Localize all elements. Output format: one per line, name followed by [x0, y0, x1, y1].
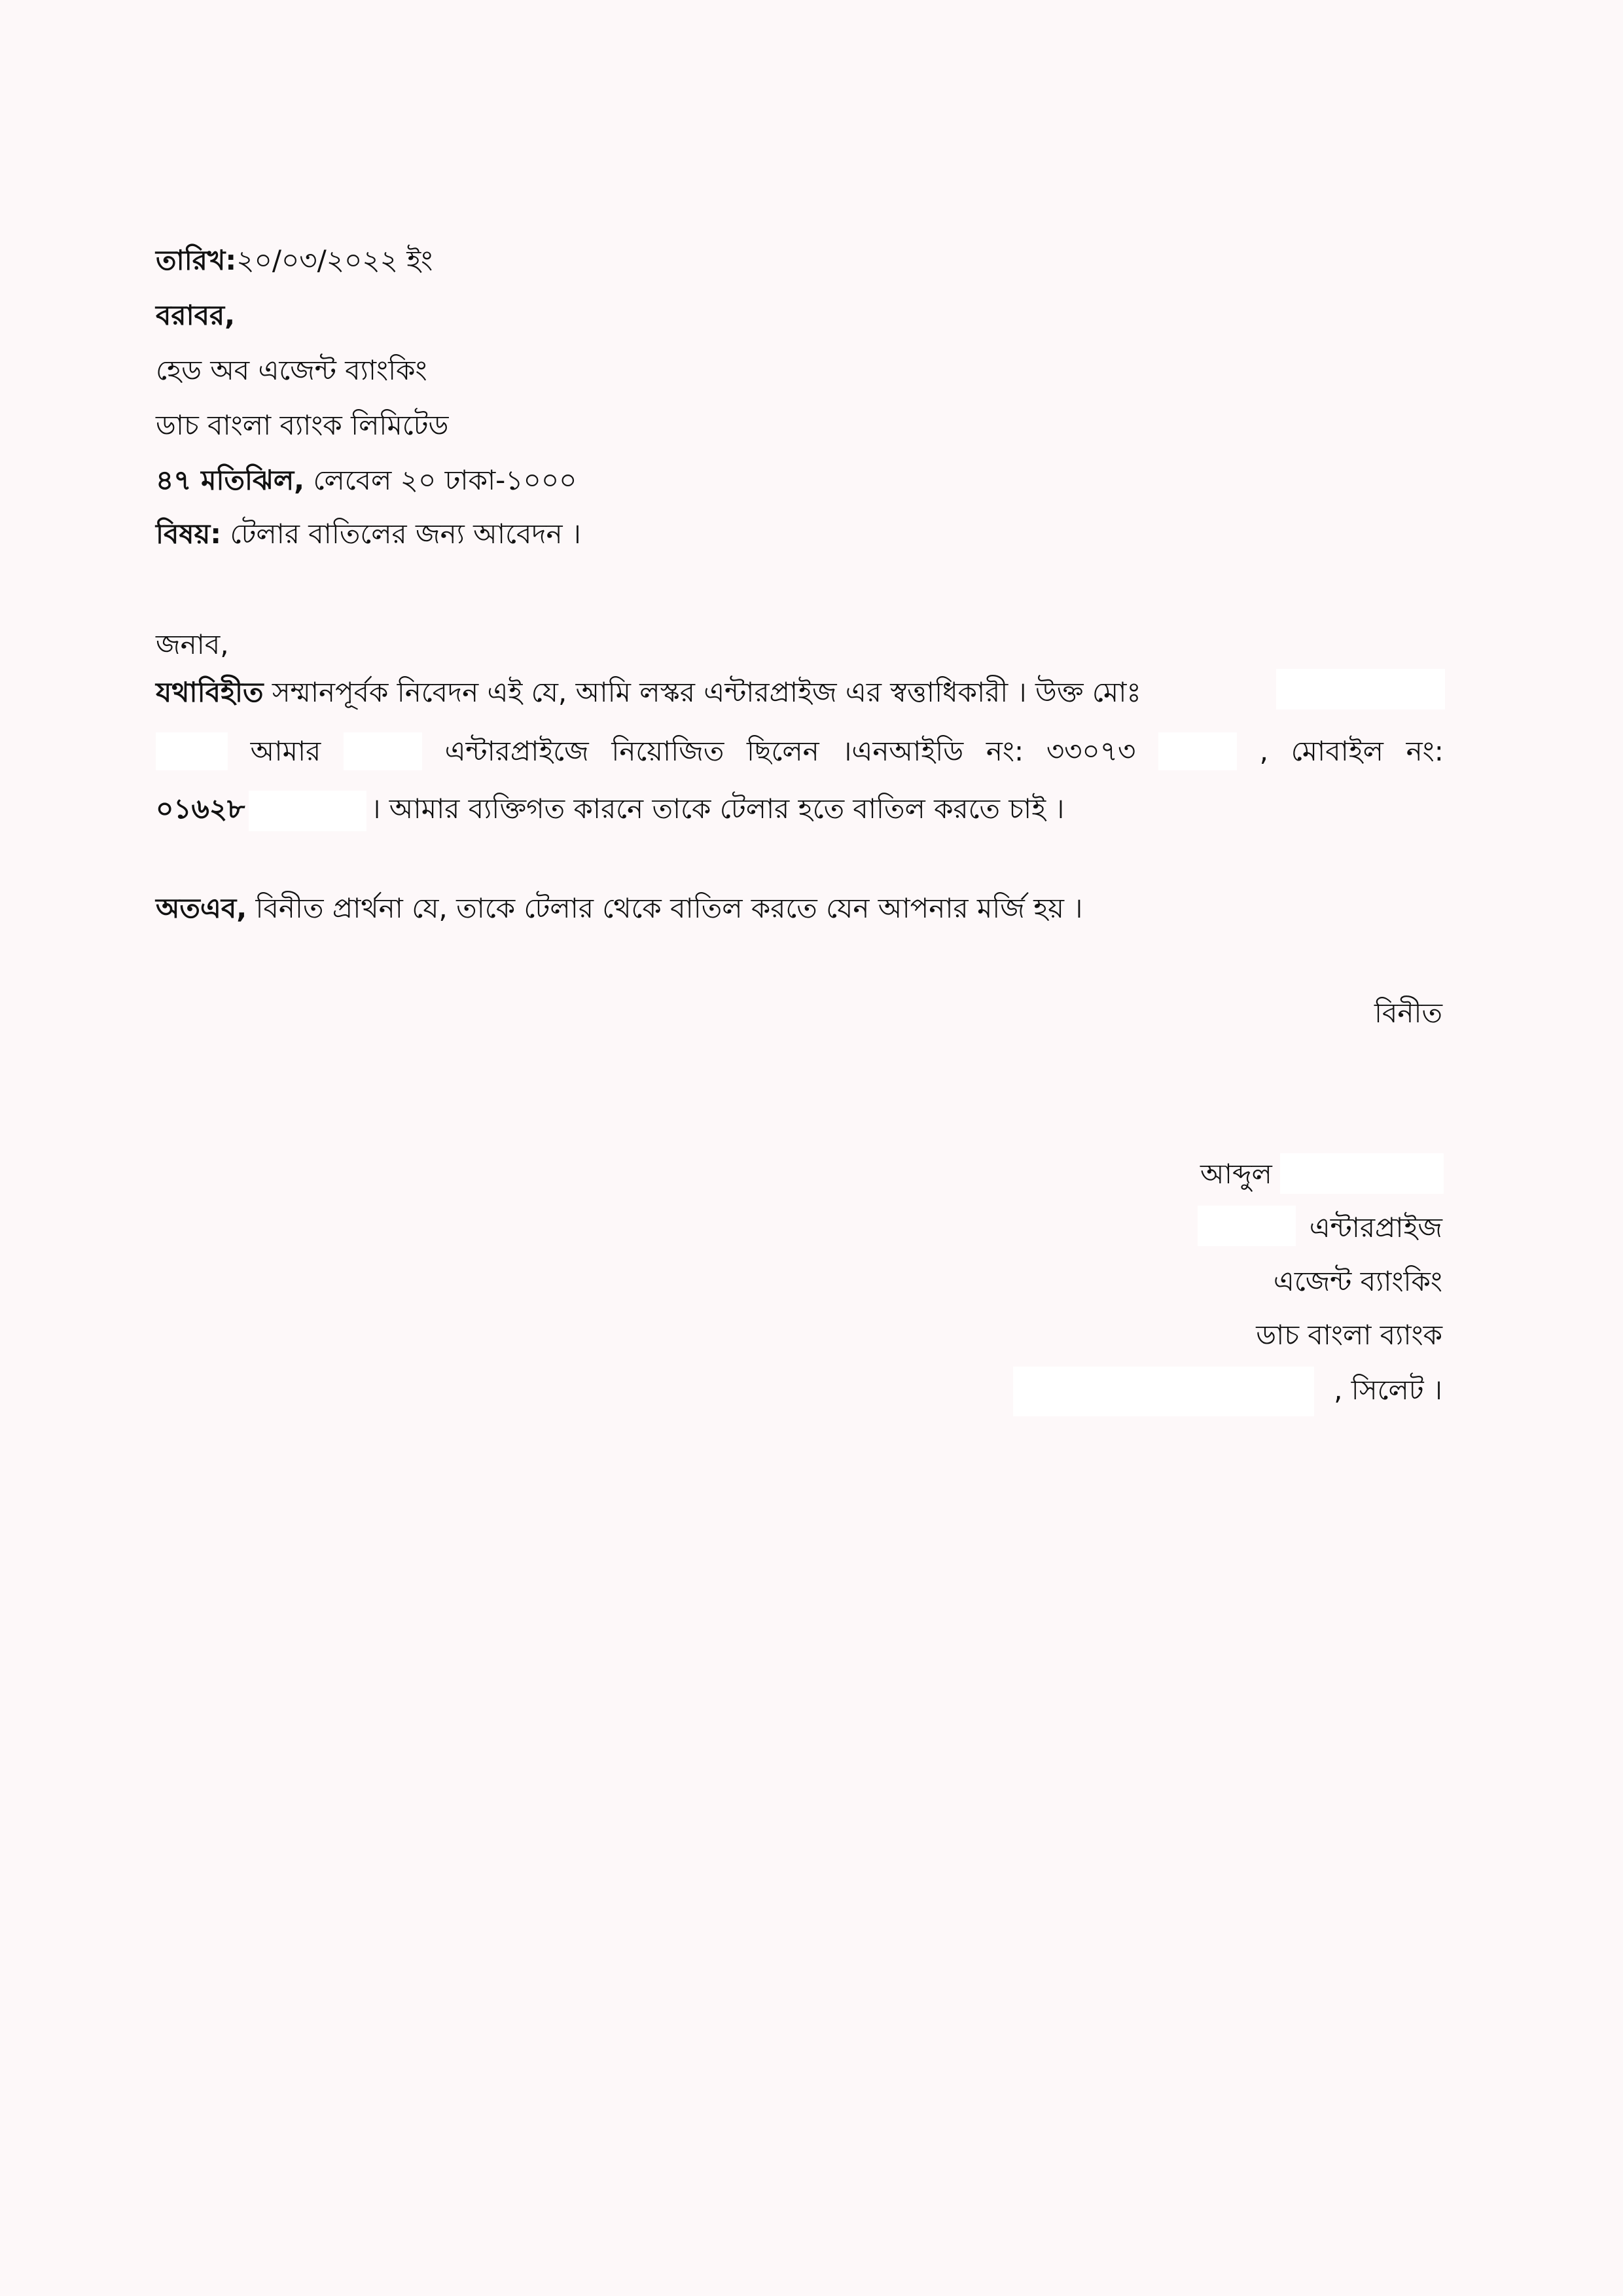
redaction-line2-mid	[344, 732, 422, 770]
p1-line-3-text: । আমার ব্যক্তিগত কারনে তাকে টেলার হতে বাতিল করতে চাই ।	[370, 793, 1065, 825]
p1-l2-word: ছিলেন	[747, 735, 819, 767]
address-bold: ৪৭ মতিঝিল,	[156, 464, 305, 496]
date-label: তারিখ:	[156, 244, 237, 276]
sign-name: আব্দুল	[1200, 1158, 1272, 1190]
p1-l2-word: নং:	[986, 735, 1024, 767]
redaction-sign-name	[1280, 1153, 1444, 1194]
address-rest: লেবেল ২০ ঢাকা-১০০০	[304, 464, 577, 496]
p1-l2-word: নং:	[1406, 735, 1444, 767]
mobile-prefix: ০১৬২৮	[156, 793, 245, 825]
recipient-bank: ডাচ বাংলা ব্যাংক লিমিটেড	[156, 409, 449, 441]
sign-location: , সিলেট ।	[1334, 1374, 1442, 1406]
p1-bold-word: যথাবিহীত	[156, 676, 264, 708]
date-line	[156, 241, 433, 280]
recipient-address	[156, 461, 577, 500]
paragraph-2	[156, 889, 1082, 928]
subject-text: টেলার বাতিলের জন্য আবেদন ।	[221, 518, 581, 550]
sign-bank: ডাচ বাংলা ব্যাংক	[1256, 1319, 1442, 1351]
paragraph-1-line-1	[156, 673, 1141, 712]
paragraph-1-line-3	[156, 789, 1064, 831]
redaction-enterprise	[1198, 1206, 1296, 1246]
p1-l2-word: এন্টারপ্রাইজে	[444, 735, 589, 767]
p1-l2-word: মোবাইল	[1291, 735, 1383, 767]
salutation: জনাব,	[156, 628, 229, 660]
p1-l2-word: নিয়োজিত	[611, 735, 724, 767]
to-label: বরাবর,	[156, 299, 236, 331]
p2-bold-word: অতএব,	[156, 892, 247, 924]
redaction-name	[1276, 669, 1445, 709]
redaction-location	[1013, 1367, 1314, 1416]
p1-l2-word: ৩৩০৭৩	[1046, 735, 1136, 767]
subject-line	[156, 514, 581, 554]
redaction-nid	[1158, 732, 1237, 770]
redaction-line2-start	[156, 732, 228, 770]
p1-l2-word: ।এনআইডি	[842, 735, 964, 767]
subject-label: বিষয়:	[156, 518, 222, 550]
paragraph-1-line-2	[156, 732, 1444, 771]
recipient-title: হেড অব এজেন্ট ব্যাংকিং	[156, 354, 427, 386]
valediction: বিনীত	[1374, 997, 1442, 1029]
sign-agent: এজেন্ট ব্যাংকিং	[1273, 1265, 1442, 1297]
p1-l2-word: ,	[1259, 735, 1269, 767]
sign-enterprise: এন্টারপ্রাইজ	[1309, 1211, 1442, 1244]
redaction-mobile	[249, 791, 366, 831]
p1-line-1-text: সম্মানপূর্বক নিবেদন এই যে, আমি লস্কর এন্টারপ্রাইজ এর স্বত্তাধিকারী । উক্ত মোঃ	[263, 676, 1141, 708]
p2-text: বিনীত প্রার্থনা যে, তাকে টেলার থেকে বাতিল করতে যেন আপনার মর্জি হয় ।	[247, 892, 1083, 924]
date-value: ২০/০৩/২০২২ ইং	[236, 244, 433, 276]
p1-l2-word: আমার	[250, 735, 321, 767]
